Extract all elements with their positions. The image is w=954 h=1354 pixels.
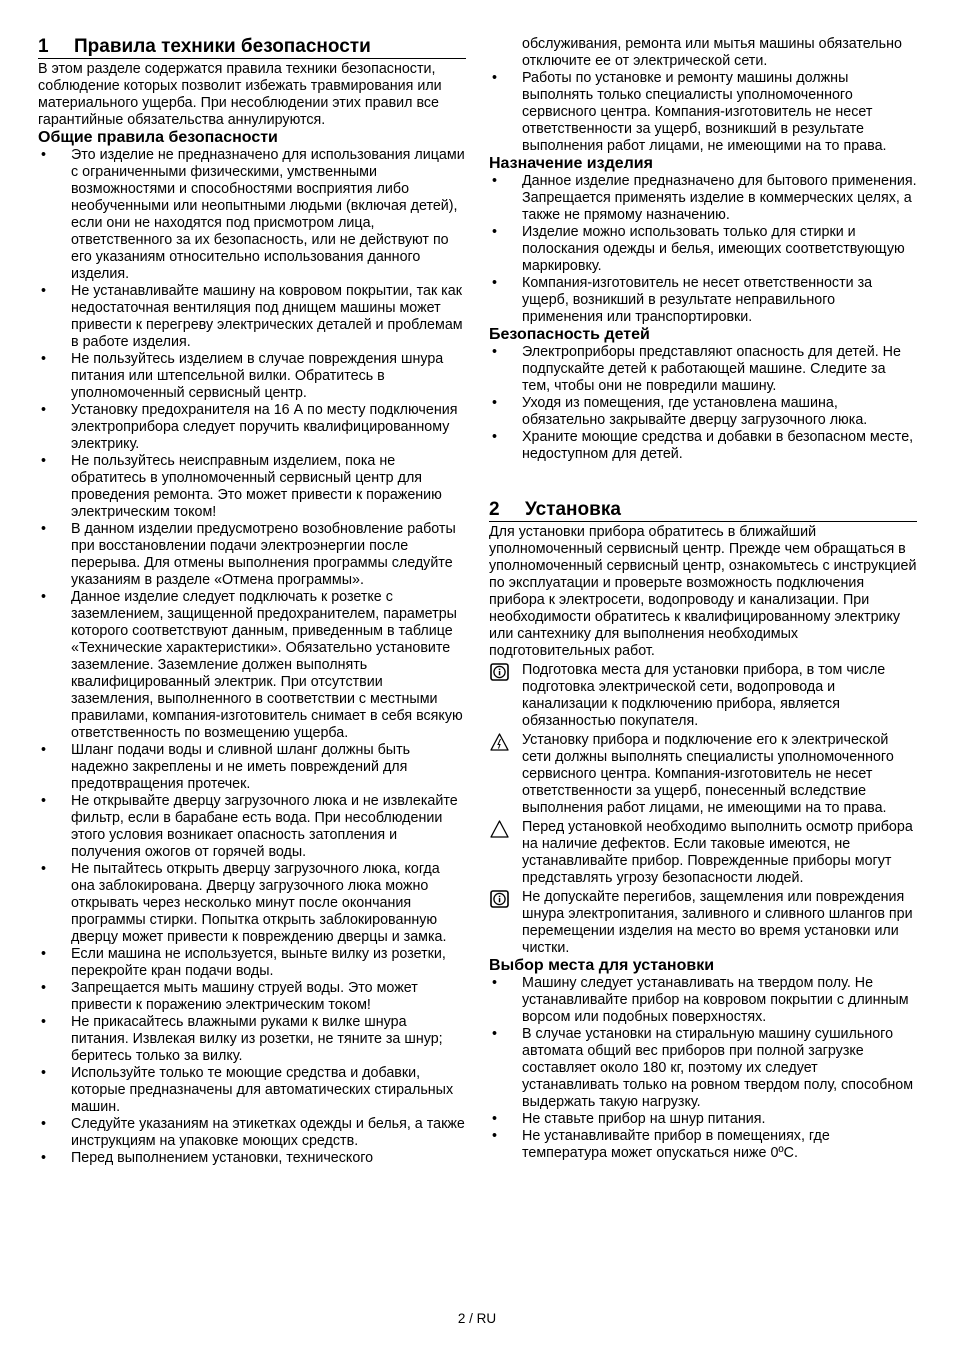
child-safety-heading: Безопасность детей bbox=[489, 326, 650, 343]
purpose-heading: Назначение изделия bbox=[489, 155, 653, 172]
info-note bbox=[489, 889, 917, 957]
location-list bbox=[489, 975, 917, 1162]
list-item: • Данное изделие следует подключать к розетке с заземлением, защищенной предохранителем, параметры которого соответствуют данным, приведенным в таблице «Технические характеристики». Обязательно установите заземление. Заземление должен выполнять квалифицированный электрик. При отсутствии заземления, выполненного в соответствии с местными правилами, компания-изготовитель снимает в себя всякую ответственность по возмещению ущерба. bbox=[38, 589, 466, 742]
list-item: • Используйте только те моющие средства и добавки, которые предназначены для автоматических стиральных машин. bbox=[38, 1065, 466, 1116]
right-column bbox=[489, 36, 917, 1162]
list-item: • Работы по установке и ремонту машины должны выполнять только специалисты уполномоченного сервисного центра. Компания-изготовитель не несет ответственности за ущерб, возникший в результате выполнения работ лицами, не имеющими на то права. bbox=[489, 70, 917, 155]
list-item: • В случае установки на стиральную машину сушильного автомата общий вес приборов при полной загрузке составляет около 180 кг, поэтому их следует устанавливать только на ровном твердом полу, способном выдержать такую нагрузку. bbox=[489, 1026, 917, 1111]
list-item: • Если машина не используется, выньте вилку из розетки, перекройте кран подачи воды. bbox=[38, 946, 466, 980]
list-item: • Не пользуйтесь изделием в случае повреждения шнура питания или штепсельной вилки. Обратитесь в уполномоченный сервисный центр. bbox=[38, 351, 466, 402]
note-text: Подготовка места для установки прибора, в том числе подготовка электрической сети, водопровода и канализации к подключению прибора, является обязанностью покупателя. bbox=[522, 662, 886, 729]
location-heading: Выбор места для установки bbox=[489, 957, 715, 974]
list-item: • Машину следует устанавливать на твердом полу. Не устанавливайте прибор на ковровом покрытии с длинным ворсом или подобных поверхностях. bbox=[489, 975, 917, 1026]
list-item: • Не устанавливайте прибор в помещениях, где температура может опускаться ниже 0ºC. bbox=[489, 1128, 917, 1162]
list-item: • Перед выполнением установки, технического bbox=[38, 1150, 466, 1167]
list-item: • Не устанавливайте машину на ковровом покрытии, так как недостаточная вентиляция под днищем машины может привести к перегреву электрических деталей и проблемам в работе изделия. bbox=[38, 283, 466, 351]
info-icon bbox=[490, 663, 509, 681]
purpose-list bbox=[489, 173, 917, 326]
list-item: • Компания-изготовитель не несет ответственности за ущерб, возникший в результате неправильного применения или транспортировки. bbox=[489, 275, 917, 326]
warning-icon bbox=[490, 820, 509, 838]
list-item: • Уходя из помещения, где установлена машина, обязательно закрывайте дверцу загрузочного люка. bbox=[489, 395, 917, 429]
list-item: • Запрещается мыть машину струей воды. Это может привести к поражению электрическим током! bbox=[38, 980, 466, 1014]
left-column bbox=[38, 36, 466, 1167]
section-title: Установка bbox=[525, 499, 621, 520]
note-text: Перед установкой необходимо выполнить осмотр прибора на наличие дефектов. Если таковые имеются, не устанавливайте прибор. Поврежденные приборы могут представлять угрозу безопасности людей. bbox=[522, 819, 913, 886]
list-item: • Электроприборы представляют опасность для детей. Не подпускайте детей к работающей машине. Следите за тем, чтобы они не повредили машину. bbox=[489, 344, 917, 395]
section-title: Правила техники безопасности bbox=[74, 36, 371, 57]
section-1-heading bbox=[38, 36, 466, 59]
list-item: • Изделие можно использовать только для стирки и полоскания одежды и белья, имеющих соответствующую маркировку. bbox=[489, 224, 917, 275]
note-text: Не допускайте перегибов, защемления или повреждения шнура электропитания, заливного и сливного шлангов при перемещении изделия на место во время установки или чистки. bbox=[522, 889, 913, 956]
list-item: • Не прикасайтесь влажными руками к вилке шнура питания. Извлекая вилку из розетки, не тяните за шнур; беритесь только за вилку. bbox=[38, 1014, 466, 1065]
list-item: • Не пытайтесь открыть дверцу загрузочного люка, когда она заблокирована. Дверцу загрузочного люка можно открывать через несколько минут после окончания программы стирки. Попытка открыть заблокированную дверцу может привести к повреждению дверцы и замка. bbox=[38, 861, 466, 946]
list-item: • Храните моющие средства и добавки в безопасном месте, недоступном для детей. bbox=[489, 429, 917, 463]
general-safety-heading: Общие правила безопасности bbox=[38, 129, 278, 146]
info-note bbox=[489, 662, 917, 730]
child-safety-list bbox=[489, 344, 917, 463]
warning-icon bbox=[490, 733, 509, 751]
warning-note bbox=[489, 732, 917, 817]
list-item: • Не пользуйтесь неисправным изделием, пока не обратитесь в уполномоченный сервисный центр для проведения ремонта. Это может привести к поражению электрическим током! bbox=[38, 453, 466, 521]
note-text: Установку прибора и подключение его к электрической сети должны выполнять специалисты уполномоченного сервисного центра. Компания-изготовитель не несет ответственности за ущерб, понесенный вследствие выполнения работ лицами, не имеющими на то права. bbox=[522, 732, 894, 816]
list-item: • Установку предохранителя на 16 А по месту подключения электроприбора следует поручить квалифицированному электрику. bbox=[38, 402, 466, 453]
list-item: • Данное изделие предназначено для бытового применения. Запрещается применять изделие в коммерческих целях, а также не прямому назначению. bbox=[489, 173, 917, 224]
list-item: • Не ставьте прибор на шнур питания. bbox=[489, 1111, 917, 1128]
section-2-heading bbox=[489, 499, 917, 522]
page-number: 2 / RU bbox=[457, 1311, 497, 1326]
list-item: • Не открывайте дверцу загрузочного люка и не извлекайте фильтр, если в барабане есть вода. При несоблюдении этого условия возникает опасность затопления и получения ожогов от горячей воды. bbox=[38, 793, 466, 861]
warning-note bbox=[489, 819, 917, 887]
list-item: • Шланг подачи воды и сливной шланг должны быть надежно закреплены и не иметь повреждений для предотвращения протечек. bbox=[38, 742, 466, 793]
list-item: • Следуйте указаниям на этикетках одежды и белья, а также инструкциям на упаковке моющих средств. bbox=[38, 1116, 466, 1150]
section-number: 1 bbox=[38, 36, 49, 57]
section-2-intro: Для установки прибора обратитесь в ближайший уполномоченный сервисный центр. Прежде чем обращаться в уполномоченный сервисный центр, ознакомьтесь с инструкцией по эксплуатации и проверьте возможность подключения прибора к электросети, водопроводу и канализации. При необходимости обратитесь к квалифицированному электрику или сантехнику для выполнения необходимых подготовительных работ. bbox=[489, 524, 917, 659]
info-icon bbox=[490, 890, 509, 908]
list-item: • В данном изделии предусмотрено возобновление работы при восстановлении подачи электроэнергии после перерыва. Для отмены выполнения программы следуйте указаниям в разделе «Отмена программы». bbox=[38, 521, 466, 589]
list-item: • Это изделие не предназначено для использования лицами с ограниченными физическими, умственными возможностями и способностями восприятия либо необученными или неопытными людьми (включая детей), если они не находятся под присмотром лица, ответственного за их безопасность, или не действуют по его указаниям относительно использования данного изделия. bbox=[38, 147, 466, 283]
list-item-continuation: обслуживания, ремонта или мытья машины обязательно отключите ее от электрической сети. bbox=[522, 36, 902, 69]
section-1-intro: В этом разделе содержатся правила техники безопасности, соблюдение которых позволит избежать травмирования или материального ущерба. При несоблюдении этих правил все гарантийные обязательства аннулируются. bbox=[38, 61, 442, 128]
general-safety-list bbox=[38, 147, 466, 1167]
general-safety-list-continued bbox=[489, 70, 917, 155]
section-number: 2 bbox=[489, 499, 500, 520]
